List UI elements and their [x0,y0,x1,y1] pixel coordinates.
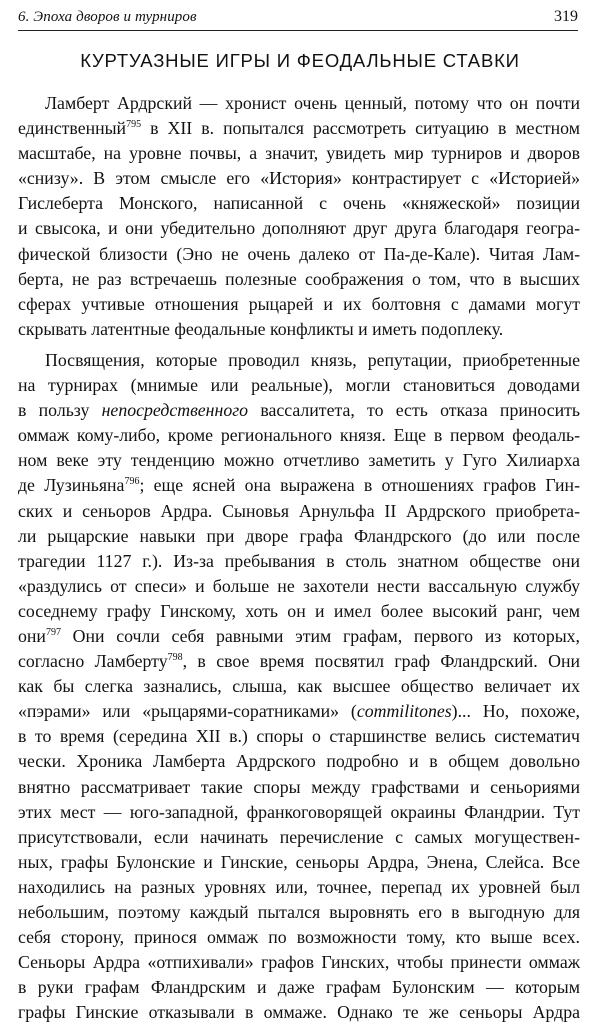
italic-term: commilitones [356,701,452,722]
text-line: как бы слегка зазнались, слыша, как высшее общество величает их [18,676,580,697]
text-line: «снизу». В этом смысле его «История» контрастирует с «Историей» [18,168,580,189]
chapter-running-title: 6. Эпоха дворов и турниров [18,9,197,25]
text-line: присутствовали, если начинать перечисление с самых могуществен- [18,826,580,847]
text-line: этих мест — юго-западной, франкоговорящей окраины Фландрии. Тут [18,801,580,822]
text-line: внятно рассматривает такие споры между графствами и сеньориями [18,776,580,797]
text-line: трагедии 1127 г.). Из-за пребывания в столь знатном обществе они [18,550,580,571]
text-line: графы Гинские отказывали в оммаже. Однако те же сеньоры Ардра [18,1002,580,1023]
text-line: и свысока, и они убедительно дополняют друг друга благодаря геогра- [18,218,580,239]
text-line: чески. Хроника Ламберта Ардрского подробно и в общем довольно [18,751,580,772]
text-line: соседнему графу Гинскому, хоть он и имел более высокий ранг, чем [18,600,580,621]
section-title: КУРТУАЗНЫЕ ИГРЫ И ФЕОДАЛЬНЫЕ СТАВКИ [80,50,520,71]
text-line: «пэрами» или «рыцарями-соратниками» (commilitones)... Но, похоже, [18,701,580,722]
paragraph [18,91,580,342]
footnote-ref[interactable]: 798 [167,652,183,664]
text-line: находились на разных уровнях или, точнее, перепад их уровней был [18,876,580,897]
text-line: в то время (середина XII в.) споры о старшинстве велись систематич [18,726,580,747]
body-text [18,91,580,1025]
text-line: Гислеберта Монского, написанной с очень «княжеской» позиции [18,193,580,214]
text-line: оммаж кому-либо, кроме регионального князя. Еще в первом феодаль- [18,425,580,446]
running-header [18,8,578,31]
paragraph [18,348,580,1025]
text-line: масштабе, на уровне почвы, а значит, увидеть мир турниров и дворов [18,143,580,164]
text-line: сферах учтивые отношения рыцарей и их болтовня с дамами могут [18,293,580,314]
text-line: де Лузиньяна$^{796}$; еще ясней она выражена в отношениях графов Гин- [18,475,580,496]
footnote-ref[interactable]: 796 [124,476,140,488]
footnote-ref[interactable]: 797 [45,626,61,638]
text-line: Сеньоры Ардра «отпихивали» графов Гинских, чтобы принести оммаж [18,952,580,973]
text-line: единственный$^{795}$ в XII в. попытался рассмотреть ситуацию в местном [18,118,580,139]
text-line: фической близости (Эно не очень далеко от Па-де-Кале). Читая Лам- [18,243,580,264]
text-line: они$^{797}$ Они сочли себя равными этим графам, первого из которых, [18,625,580,646]
footnote-ref[interactable]: 795 [126,119,142,131]
text-line: скрывать латентные феодальные конфликты и иметь подоплеку. [18,318,504,339]
text-line: берта, не раз встречаешь полезные соображения о том, что в высших [18,268,580,289]
text-line: «раздулись от спеси» и больше не захотели нести вассальную службу [18,575,580,596]
text-line: ских и сеньоров Ардра. Сыновья Арнульфа II Ардрского приобрета- [18,500,580,521]
page-number: 319 [554,8,578,25]
text-line: согласно Ламберту$^{798}$, в свое время посвятил граф Фландрский. Они [18,651,580,672]
text-line: Ламберт Ардрский — хронист очень ценный, потому что он почти [45,93,580,113]
text-line: ном веке эту тенденцию можно отчетливо заметить у Гуго Хилиарха [18,450,580,471]
text-line: небольшим, поэтому каждый пытался выровнять его в выгодную для [18,902,580,922]
italic-term: непосредственного [101,400,249,421]
text-line: в руки графам Фландрским и даже графам Булонским — которым [18,977,580,998]
text-line: ли рыцарские навыки при дворе графа Фландрского (до или после [18,525,580,546]
text-line: Посвящения, которые проводил князь, репутации, приобретенные [45,349,580,370]
text-line: на турнирах (мнимые или реальные), могли становиться доводами [18,375,580,396]
text-line: ных, графы Булонские и Гинские, сеньоры Ардра, Энена, Слейса. Все [18,851,580,872]
text-line: себя сторону, принося оммаж по возможности тому, кто выше всех. [18,927,580,948]
text-line: в пользу непосредственного вассалитета, то есть отказа приносить [18,400,580,421]
